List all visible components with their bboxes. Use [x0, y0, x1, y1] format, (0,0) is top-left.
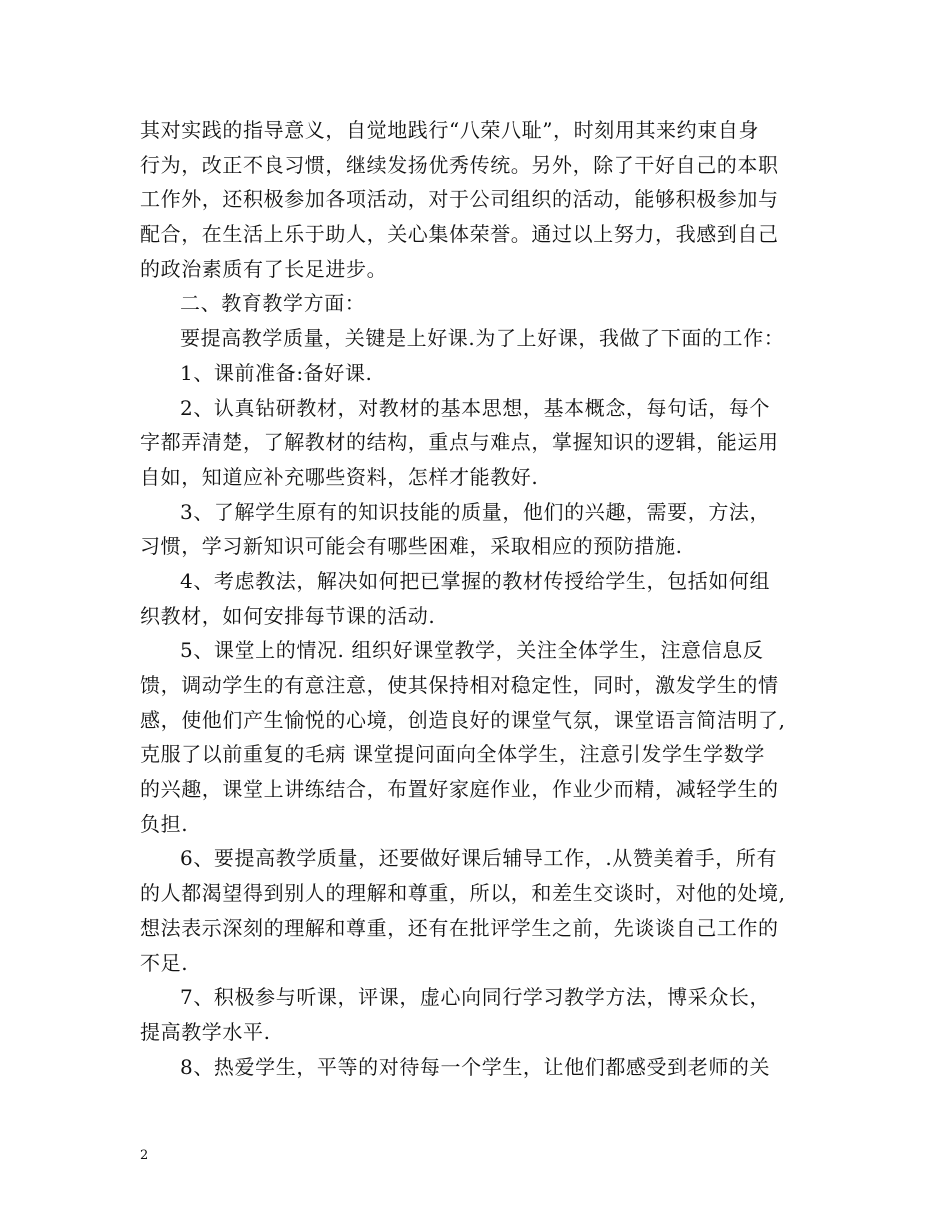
text-line: 馈，调动学生的有意注意，使其保持相对稳定性，同时，激发学生的情 — [140, 673, 779, 697]
list-item: 3、了解学生原有的知识技能的质量，他们的兴趣，需要，方法， — [180, 499, 771, 524]
text-line: 习惯，学习新知识可能会有哪些困难，采取相应的预防措施. — [140, 534, 683, 559]
text-line: 负担. — [140, 811, 189, 836]
text-line: 行为，改正不良习惯，继续发扬优秀传统。另外，除了干好自己的本职 — [140, 152, 779, 177]
text-line: 工作外，还积极参加各项活动，对于公司组织的活动，能够积极参加与 — [140, 187, 779, 212]
text-line: 自如，知道应补充哪些资料，怎样才能教好. — [140, 464, 539, 489]
list-item: 8、热爱学生，平等的对待每一个学生，让他们都感受到老师的关 — [180, 1054, 771, 1079]
list-item: 1、课前准备:备好课. — [180, 360, 373, 385]
list-item: 6、要提高教学质量，还要做好课后辅导工作，.从赞美着手，所有 — [180, 846, 778, 871]
text-line: 提高教学水平. — [140, 1019, 271, 1044]
text-line: 字都弄清楚，了解教材的结构，重点与难点，掌握知识的逻辑，能运用 — [140, 430, 779, 455]
text-line: 其对实践的指导意义，自觉地践行“八荣八耻”，时刻用其来约束自身 — [140, 118, 760, 142]
text-line: 的人都渴望得到别人的理解和尊重，所以，和差生交谈时，对他的处境, — [140, 881, 786, 906]
list-item: 7、积极参与听课，评课，虚心向同行学习教学方法，博采众长， — [180, 985, 771, 1010]
section-heading: 二、教育教学方面： — [180, 291, 366, 316]
list-item: 5、课堂上的情况. 组织好课堂教学，关注全体学生，注意信息反 — [180, 638, 764, 663]
list-item: 4、考虑教法，解决如何把已掌握的教材传授给学生，包括如何组 — [180, 568, 771, 593]
text-line: 要提高教学质量，关键是上好课.为了上好课，我做了下面的工作： — [180, 326, 785, 351]
text-line: 感，使他们产生愉悦的心境，创造良好的课堂气氛，课堂语言简洁明了, — [140, 707, 786, 732]
document-body — [140, 113, 820, 1084]
text-line: 织教材，如何安排每节课的活动. — [140, 603, 436, 628]
list-item: 2、认真钻研教材，对教材的基本思想，基本概念，每句话，每个 — [180, 395, 771, 420]
text-line: 克服了以前重复的毛病 课堂提问面向全体学生，注意引发学生学数学 — [140, 742, 765, 767]
page-number: 2 — [140, 1148, 149, 1163]
text-line: 的兴趣，课堂上讲练结合，布置好家庭作业，作业少而精，减轻学生的 — [140, 777, 779, 802]
text-line: 配合，在生活上乐于助人，关心集体荣誉。通过以上努力，我感到自己 — [140, 222, 779, 247]
text-line: 的政治素质有了长足进步。 — [140, 256, 388, 281]
text-line: 不足. — [140, 950, 189, 975]
text-line: 想法表示深刻的理解和尊重，还有在批评学生之前，先谈谈自己工作的 — [140, 915, 779, 940]
